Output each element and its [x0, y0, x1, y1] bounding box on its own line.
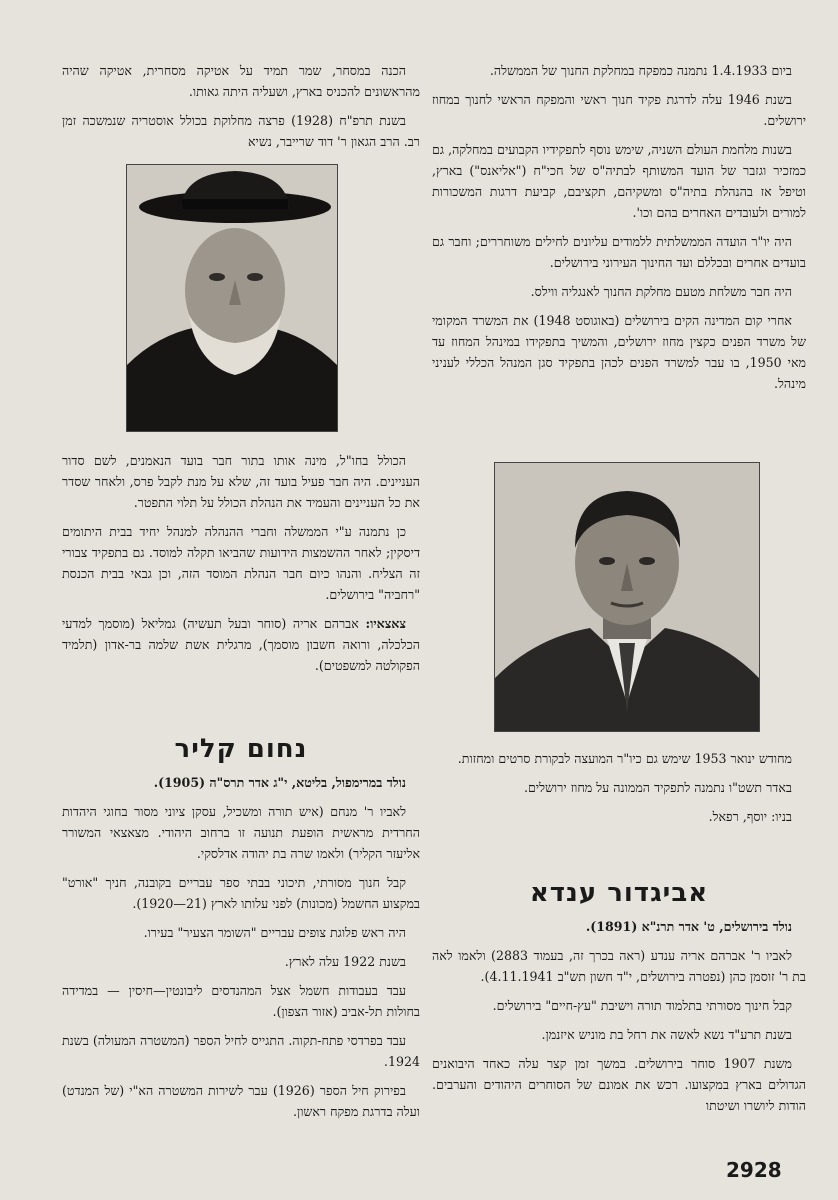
left-entry — [62, 772, 420, 1130]
right-entry — [432, 916, 806, 1124]
paragraph: מחודש ינואר 1953 שימש גם כיו"ר המועצה לבקורת סרטים ומחזות. — [457, 751, 792, 766]
paragraph: הכולל בחו"ל, מינה אותו בתור חבר בועד הנאמנים, לשם סדור העניינים. היה חבר פעיל בועד זה, שלא על מנת לקבל פרס, ולאחר שסדר את כל העניינים והעמיד את הנהלת הכולל על תלוי התפטר. — [62, 453, 420, 510]
paragraph: אחרי קום המדינה הקים בירושלים (באוגוסט 1948) את המשרד המקומי של משרד הפנים כקצין מחוז ירושלים, והמשיך בתפקידו במינהל המחוז עד מאי 1950, בו עבר למשרד הפנים לכהן בתפקיד סגן המנהל הכללי לעניני מינהל. — [432, 313, 806, 391]
paragraph: הכנה במסחר, שמר תמיד על אטיקה מסחרית, אטיקה שהיה מהראשונים להכניס בארץ, ושעליה היתה גאותו. — [62, 63, 420, 99]
paragraph: בשנות מלחמת העולם השניה, שימש נוסף לתפקידיו הקבועים במחלקה, גם כמזכיר וגזבר של הועד המשותף לבתיה"ס של חכי"ח ("אליאנס") בארץ, וטיפל אז בהנהלת בתיה"ס ומשקיהם, תקציבם, קביעת דרגות המשכורות למורים ולעובדים האחרים בהם וכו'. — [432, 142, 806, 220]
descendants-text: אברהם אריה (סוחר ובעל תעשיה) גמליאל (מוסמך למדעי הכלכלה, ורואה חשבון מוסמך), מרגלית אשת שלמה בר-אדון (תלמיד הפקולטה למשפטים). — [62, 616, 420, 673]
paragraph: בשנת 1946 עלה לדרגת פקיד חנוך ראשי והמפקח הראשי לחנוך במחוז ירושלים. — [432, 92, 806, 128]
portrait-photo — [126, 164, 338, 432]
paragraph: היה יו"ר הועדה הממשלתית ללמודים עליונים לחילים משוחררים; וחבר גם בועדים אחרים ובכללם ועד החינוך העירוני בירושלים. — [432, 234, 806, 270]
paragraph: עבד בעבודות חשמל אצל המהנדסים ליבונטין—חיסין — במדידה בחולות תל-אביב (אזור הצפון). — [62, 983, 420, 1019]
paragraph: בשנת 1922 עלה לארץ. — [284, 954, 406, 969]
paragraph: היה ראש פלוגת צופים עבריים "השומר הצעיר" בעירו. — [143, 925, 406, 940]
page-number: 2928 — [726, 1158, 782, 1182]
paragraph: משנת 1907 סוחר בירושלים. במשך זמן קצר עלה כאחד היבואנים הגדולים בארץ במקצועו. רכש את אמונם של הסוחרים היהודים והערבים. הודות ליושרו ושיטתו — [432, 1056, 806, 1113]
paragraph: קבל חנוך מסורתי, תיכוני בבתי ספר עבריים בקובנה, חניך "אורט" במקצוע החשמל (מכונות) לפני עלותו לארץ (21—1920). — [62, 875, 420, 911]
entry-heading-left — [62, 734, 420, 764]
paragraph: לאביו ר' אברהם אריה ענדע (ראה בכרך זה, בעמוד 2883) ולאמו לאה בת ר' זוסמן כהן (נפטרה בירושלים, י"ד חשון תש"ב 4.11.1941). — [432, 948, 806, 984]
portrait-photo — [494, 462, 760, 732]
person-name: נחום קליר — [174, 734, 308, 764]
birth-line: נולד במרימפול, בליטא, י"ג אדר תרס"ה (1905). — [153, 775, 406, 790]
portrait-man-suit — [495, 463, 759, 731]
descendants-label: צאצאיו: — [365, 616, 406, 631]
paragraph: לאביו ר' מנחם (איש תורה ומשכיל, עסקן ציוני מסור בחוגי היהדות החרדית מראשית הופעת תנועה זו ברחוב היהודי. מצאצאי המשורר אליעזר הקליר) ולאמו שרה בת יהודה אדלסקי. — [62, 804, 420, 861]
paragraph: כן נתמנה ע"י הממשלה וחברי ההנהלה למנהל יחיד בבית היתומים דיסקין; לאחר ההשמצות הידועות שהביאו תקלה למוסד. גם בתפקיד צבורי זה הצליח. והנהו כיום חבר הנהלת המוסד הזה, וכן גבאי בבית הכנסת "רחביה" בירושלים. — [62, 524, 420, 602]
descendants — [62, 613, 420, 676]
paragraph: קבל חינוך מסורתי בתלמוד תורה וישיבת "עץ-חיים" בירושלים. — [492, 998, 792, 1013]
left-column-continued — [62, 450, 420, 684]
children-line: בניו: יוסף, רפאל. — [708, 809, 792, 824]
paragraph: בשנת תרפ"ח (1928) פרצה מחלוקת בכולל אוסטריה שנמשכה זמן רב. הרב הגאון ר' דוד שרייבר, נשיא — [62, 113, 420, 149]
paragraph: בשנת תרע"ד נשא לאשה את רחל בת מוניש איזנמן. — [541, 1027, 792, 1042]
right-column-continued — [432, 748, 806, 835]
person-name: אביגדור ענדא — [529, 878, 709, 908]
paragraph: היה חבר משלחת מטעם מחלקת החנוך לאנגליה ווילס. — [530, 284, 792, 299]
birth-line: נולד בירושלים, ט' אדר תרנ"א (1891). — [585, 919, 792, 934]
paragraph: עבד בפרדסי פתח-תקוה. התגייס לחיל הספר (המשטרה המעולה) בשנת 1924. — [62, 1033, 420, 1069]
paragraph: בפירוק חיל הספר (1926) עבר לשירות המשטרה הא"י (של המנדט) ועלה בדרגת מפקח ראשון. — [62, 1083, 420, 1119]
entry-heading-right — [432, 878, 806, 908]
portrait-rabbi-hat — [127, 165, 337, 431]
right-column — [432, 60, 806, 402]
paragraph: ביום 1.4.1933 נתמנה כמפקח במחלקת החנוך של הממשלה. — [489, 63, 792, 78]
paragraph: באדר תשט"ו נתמנה לתפקיד הממונה על מחוז ירושלים. — [523, 780, 792, 795]
left-column — [62, 60, 420, 160]
